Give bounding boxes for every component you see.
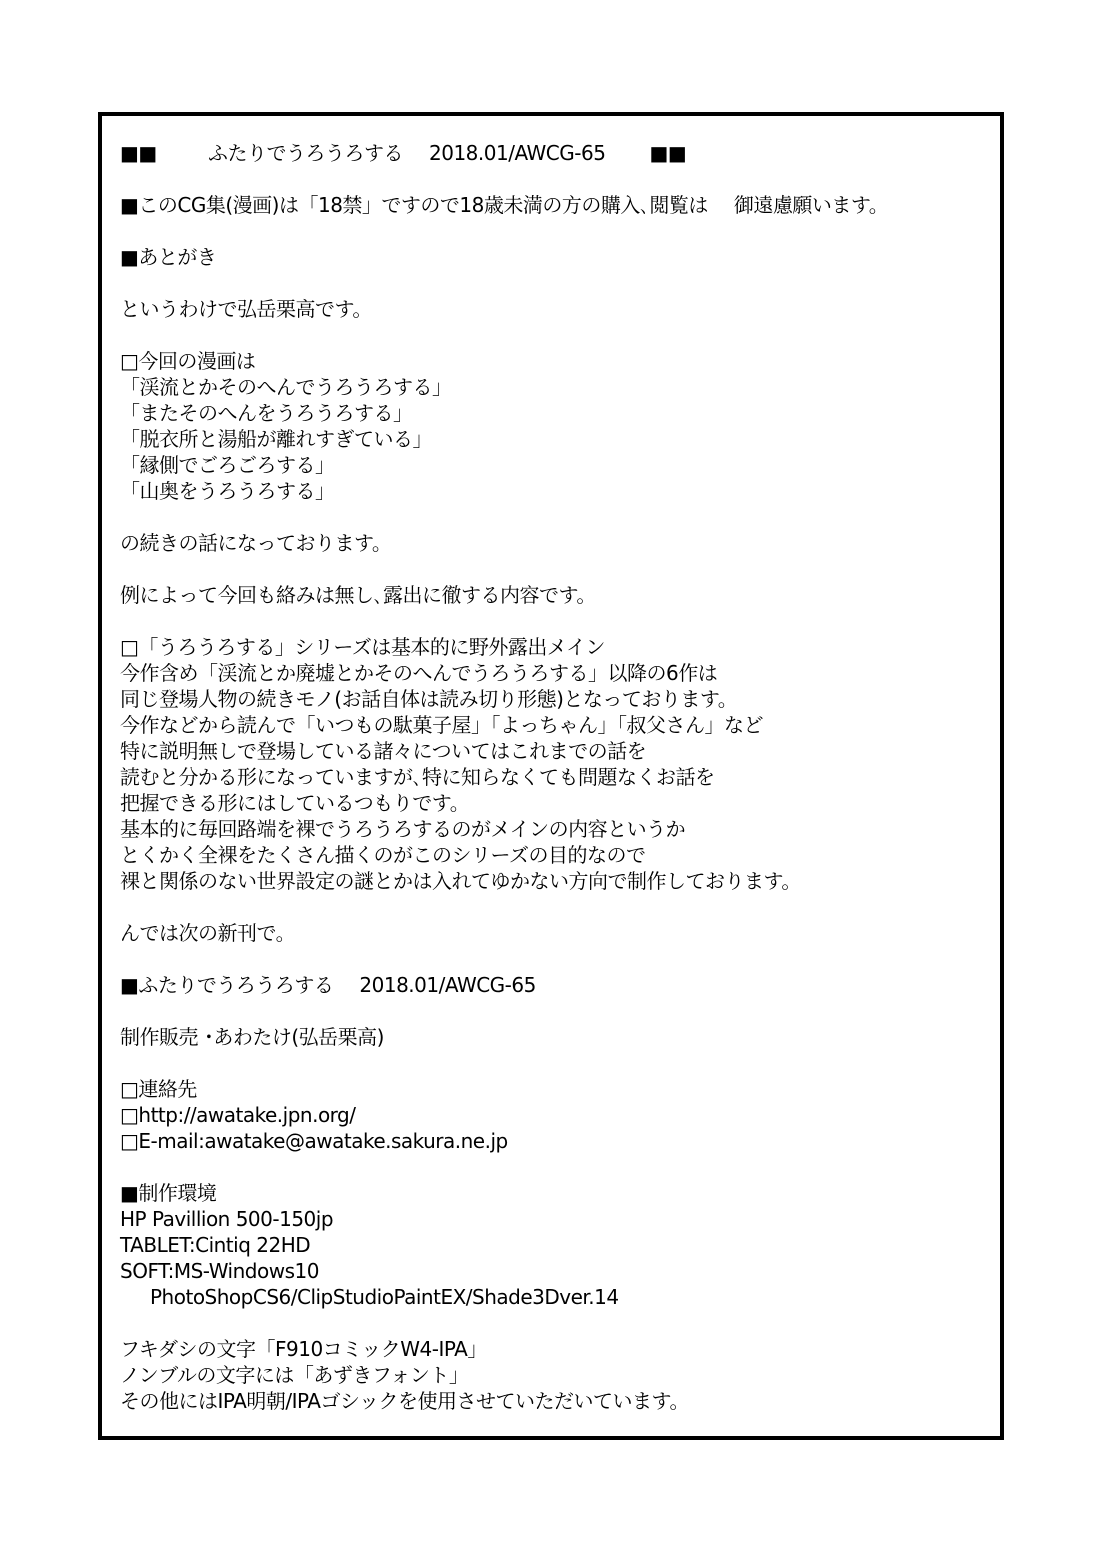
paragraph-line: 今作などから読んで「いつもの駄菓子屋」「よっちゃん」「叔父さん」など [120,713,763,737]
list-item: 「またそのへんをうろうろする」 [120,401,413,425]
header-line [120,140,960,166]
age-notice: ■このCG集(漫画)は「18禁」ですので18歳未満の方の購入､閲覧は 御遠慮願います。 [120,193,889,217]
list-item: 「脱衣所と湯船が離れすぎている」 [120,427,432,451]
product-code: 2018.01/AWCG-65 [359,973,536,997]
series-note [120,634,960,894]
fonts-note [120,1336,960,1414]
header-title: ふたりでうろうろする [208,141,403,165]
website-link[interactable]: □http://awatake.jpn.org/ [120,1103,356,1127]
paragraph-line: 読むと分かる形になっていますが､特に知らなくても問題なくお話を [120,765,715,789]
paragraph-line: 同じ登場人物の続きモノ(お話自体は読み切り形態)となっております。 [120,687,738,711]
paragraph-line: □「うろうろする」シリーズは基本的に野外露出メイン [120,635,605,659]
paragraph-line: 特に説明無しで登場している諸々についてはこれまでの話を [120,739,647,763]
list-item: 「縁側でごろごろする」 [120,453,335,477]
product-line [120,972,960,998]
header-right-marks: ■■ [649,141,687,165]
paragraph-line: 今作含め「渓流とか廃墟とかそのへんでうろうろする」以降の6作は [120,661,718,685]
afterword-heading: ■あとがき [120,245,217,269]
paragraph-line: 基本的に毎回路端を裸でうろうろするのがメインの内容というか [120,817,686,841]
fonts-line: ノンブルの文字には「あずきフォント」 [120,1363,469,1387]
contact-heading: □連絡先 [120,1077,197,1101]
header-left-marks: ■■ [120,141,157,165]
paragraph-line: 把握できる形にはしているつもりです。 [120,791,470,815]
continuation-line: の続きの話になっております。 [120,531,392,555]
environment-line: SOFT:MS-Windows10 [120,1259,319,1283]
afterword-text [120,140,960,1414]
farewell-line: んでは次の新刊で。 [120,921,296,945]
environment-heading: ■制作環境 [120,1181,217,1205]
list-item: 「渓流とかそのへんでうろうろする」 [120,375,452,399]
list-item: 「山奥をうろうろする」 [120,479,335,503]
environment-block [120,1180,960,1310]
intro-line: というわけで弘岳栗高です。 [120,297,372,321]
paragraph-line: 裸と関係のない世界設定の謎とかは入れてゆかない方向で制作しております。 [120,869,801,893]
contact-block [120,1076,960,1154]
email-link[interactable]: □E-mail:awatake@awatake.sakura.ne.jp [120,1129,508,1153]
publisher-line: 制作販売 ･あわたけ(弘岳栗高) [120,1025,384,1049]
content-note: 例によって今回も絡みは無し､露出に徹する内容です。 [120,583,596,607]
fonts-line: フキダシの文字「F910コミックW4-IPA」 [120,1337,487,1361]
list-item: □今回の漫画は [120,349,256,373]
environment-software: PhotoShopCS6/ClipStudioPaintEX/Shade3Dver.14 [150,1285,619,1309]
series-list [120,348,960,504]
paragraph-line: とくかく全裸をたくさん描くのがこのシリーズの目的なので [120,843,646,867]
header-code: 2018.01/AWCG-65 [429,141,606,165]
product-title: ■ふたりでうろうろする [120,973,334,997]
environment-line: HP Pavillion 500-150jp [120,1207,334,1231]
fonts-line: その他にはIPA明朝/IPAゴシックを使用させていただいています。 [120,1389,689,1413]
environment-line: TABLET:Cintiq 22HD [120,1233,311,1257]
